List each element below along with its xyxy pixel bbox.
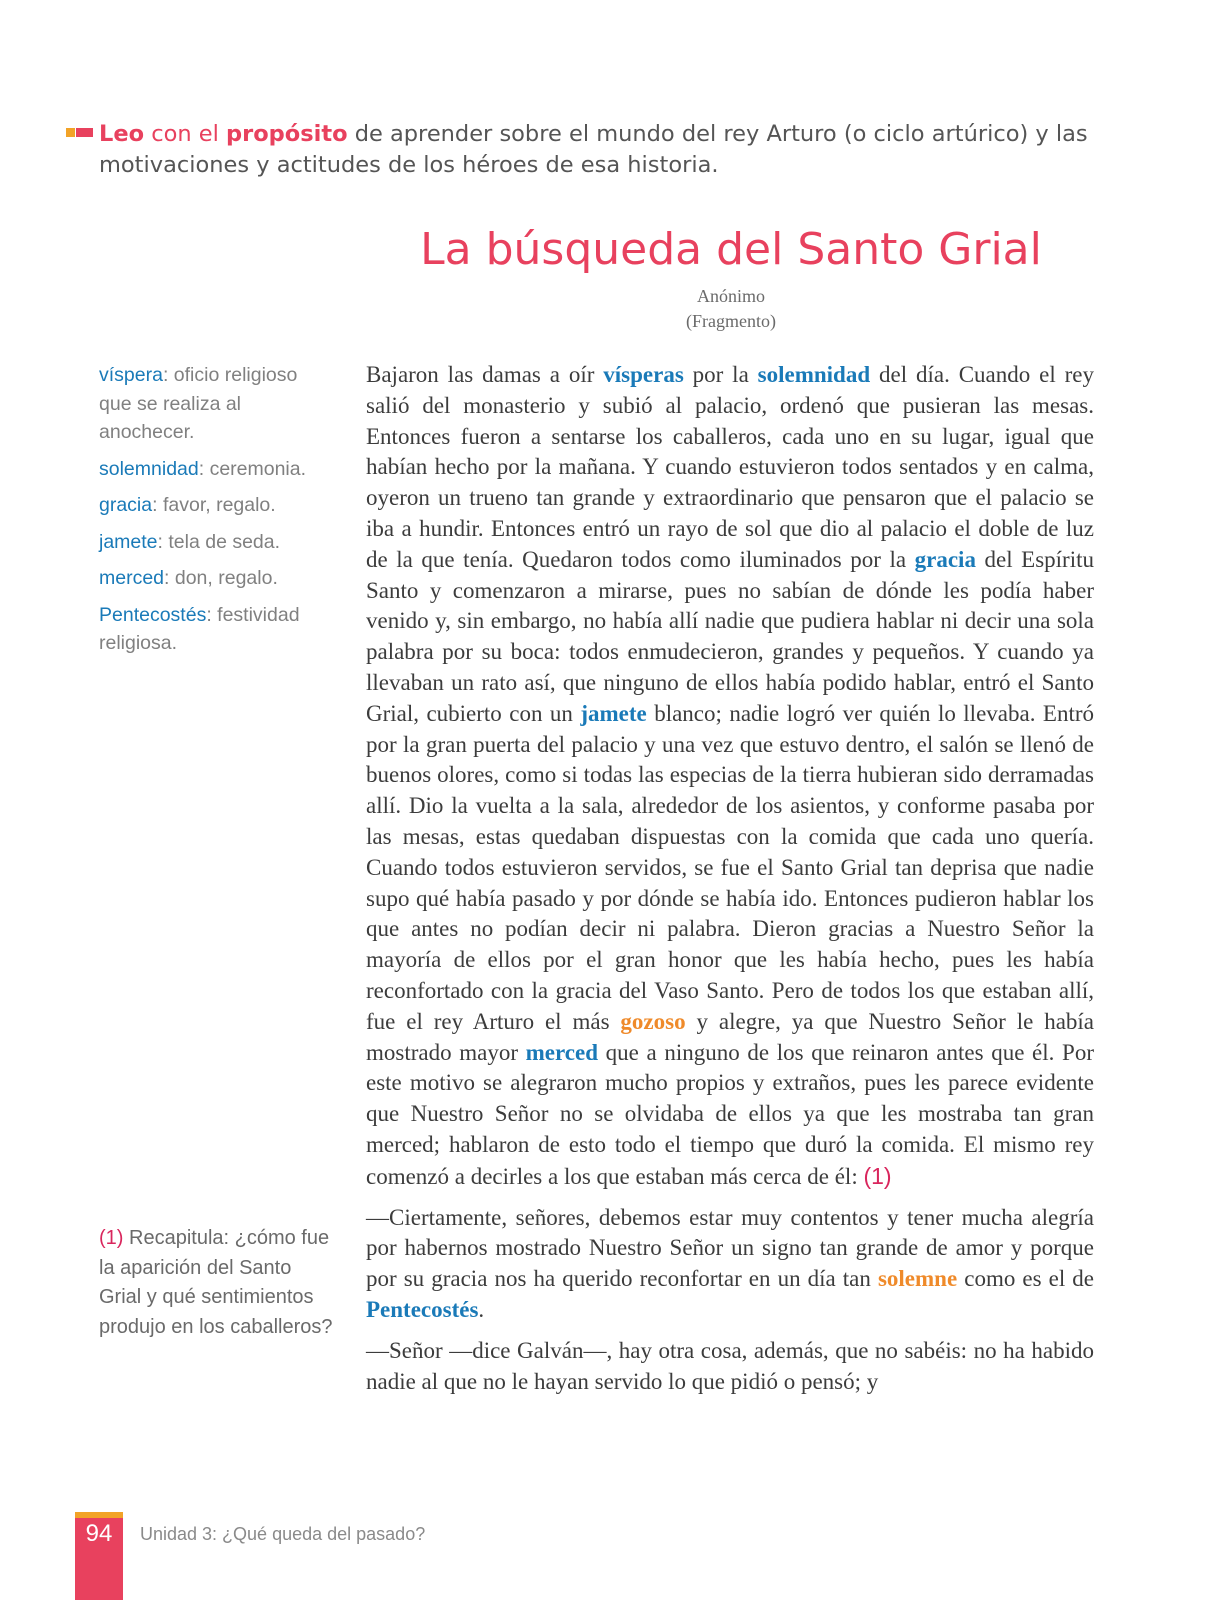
- reading-purpose: [99, 119, 1109, 181]
- story-segment: y alegre, ya que Nuestro Señor le había mostrado mayor: [366, 1008, 1094, 1065]
- story-segment: blanco; nadie logró ver quién lo llevaba. Entró por la gran puerta del palacio y una vez que estuvo dentro, el salón se llenó de buenos olores, como si todas las especias de la tierra hubieran sido derramadas allí. Dio la vuelta a la sala, alrededor de los asientos, y conforme pasaba por las mesas, estas quedaban dispuestas con la comida que cada uno quería. Cuando todos estuvieron servidos, se fue el Santo Grial tan deprisa que nadie supo qué había pasado y por dónde se había ido. Entonces pudieron hablar los que antes no podían decir ni palabra. Dieron gracias a Nuestro Señor la mayoría de ellos por el gran honor que les había hecho, pues les había reconfortado con la gracia del Vaso Santo. Pero de todos los que estaban allí, fue el rey Arturo el más: [366, 700, 1094, 1034]
- glossary-definition: : festividad religiosa.: [99, 603, 300, 654]
- glossary-term: Pentecostés: [99, 603, 207, 626]
- glossary-item: [99, 564, 329, 593]
- glossary-item: [99, 601, 329, 658]
- glossary-term: solemnidad: [99, 457, 199, 480]
- story-segment: por la: [683, 362, 758, 387]
- glossary-item: [99, 361, 329, 447]
- purpose-text: de aprender sobre el mundo del rey Arturo (o ciclo artúrico) y las motivaciones y actitudes de los héroes de esa historia.: [99, 121, 1088, 178]
- story-segment: que a ninguno de los que reinaron antes que él. Por este motivo se alegraron mucho propios y extraños, pues les parece evidente que Nuestro Señor no se olvidaba de ellos ya que les mostraba tan gran merced; hablaron de esto todo el tiempo que duró la comida. El mismo rey comenzó a decirles a los que estaban más cerca de él:: [366, 1039, 1094, 1189]
- glossary-term: merced: [99, 567, 165, 589]
- purpose-keyword-proposito: propósito: [226, 121, 348, 147]
- highlight-word: solemne: [877, 1266, 958, 1292]
- glossary-definition: : don, regalo.: [164, 567, 278, 589]
- glossary-definition: : ceremonia.: [198, 457, 307, 480]
- highlight-term: merced: [525, 1039, 599, 1065]
- story-segment: .: [478, 1296, 485, 1322]
- story-text: [366, 360, 1094, 1407]
- glossary-term: jamete: [99, 530, 158, 553]
- story-segment: —Ciertamente, señores, debemos estar muy contentos y tener mucha alegría por habernos mostrado Nuestro Señor un signo tan grande de amor y porque por su gracia nos ha querido reconfortar en un día tan: [366, 1204, 1094, 1292]
- fragment-label: (Fragmento): [686, 311, 776, 331]
- glossary-item: [99, 528, 329, 557]
- highlight-term: gracia: [914, 546, 976, 572]
- glossary-term: gracia: [99, 494, 153, 516]
- author: Anónimo: [696, 286, 765, 306]
- story-paragraph: [366, 1203, 1094, 1326]
- recap-note: [99, 1224, 339, 1342]
- note-number: (1): [99, 1227, 124, 1249]
- highlight-term: jamete: [580, 700, 647, 726]
- unit-label: Unidad 3: ¿Qué queda del pasado?: [140, 1524, 426, 1544]
- glossary-definition: : tela de seda.: [157, 530, 281, 553]
- glossary-item: [99, 491, 329, 520]
- glossary-definition: : favor, regalo.: [152, 494, 276, 516]
- purpose-icon-orange-block: [66, 128, 75, 137]
- note-text: Recapitula: ¿cómo fue la aparición del Santo Grial y qué sentimientos produjo en los caballeros?: [99, 1227, 333, 1338]
- story-paragraph: —Señor —dice Galván—, hay otra cosa, además, que no sabéis: no ha habido nadie al que no le hayan servido lo que pidió o pensó; y: [366, 1337, 1094, 1394]
- purpose-connector: con el: [144, 121, 227, 147]
- purpose-icon-red-block: [76, 128, 93, 137]
- highlight-word: gozoso: [620, 1008, 686, 1034]
- highlight-term: solemnidad: [757, 362, 871, 387]
- glossary-item: [99, 455, 329, 484]
- purpose-keyword-leo: Leo: [99, 121, 145, 147]
- page-number: 94: [85, 1520, 113, 1547]
- story-segment: Bajaron las damas a oír: [366, 362, 604, 387]
- highlight-term: vísperas: [603, 362, 684, 387]
- glossary-term: víspera: [99, 364, 163, 386]
- story-segment: del Espíritu Santo y comenzaron a mirarse, pues no sabían de dónde les podía haber venido y, sin embargo, no había allí nadie que pudiera hablar ni decir una sola palabra por su boca: todos enmudecieron, grandes y pequeños. Y cuando ya llevaban un rato así, que ninguno de ellos había podido hablar, entró el Santo Grial, cubierto con un: [366, 546, 1094, 726]
- glossary: [99, 361, 329, 666]
- story-segment: del día. Cuando el rey salió del monasterio y subió al palacio, ordenó que pusieran las mesas. Entonces fueron a sentarse los caballeros, cada uno en su lugar, igual que habían hecho por la mañana. Y cuando estuvieron todos sentados y en calma, oyeron un trueno tan grande y extraordinario que pensaron que el palacio se iba a hundir. Entonces entró un rayo de sol que dio al palacio el doble de luz de la que tenía. Quedaron todos como iluminados por la: [366, 362, 1094, 572]
- page-tab-accent: [75, 1512, 123, 1518]
- story-segment: como es el de: [957, 1266, 1094, 1292]
- note-reference: (1): [863, 1162, 892, 1189]
- story-paragraph: [366, 360, 1094, 1193]
- page-title: La búsqueda del Santo Grial: [420, 224, 1042, 275]
- highlight-term: Pentecostés: [366, 1296, 479, 1322]
- glossary-definition: : oficio religioso que se realiza al anochecer.: [99, 364, 298, 443]
- purpose-icon: [66, 128, 93, 137]
